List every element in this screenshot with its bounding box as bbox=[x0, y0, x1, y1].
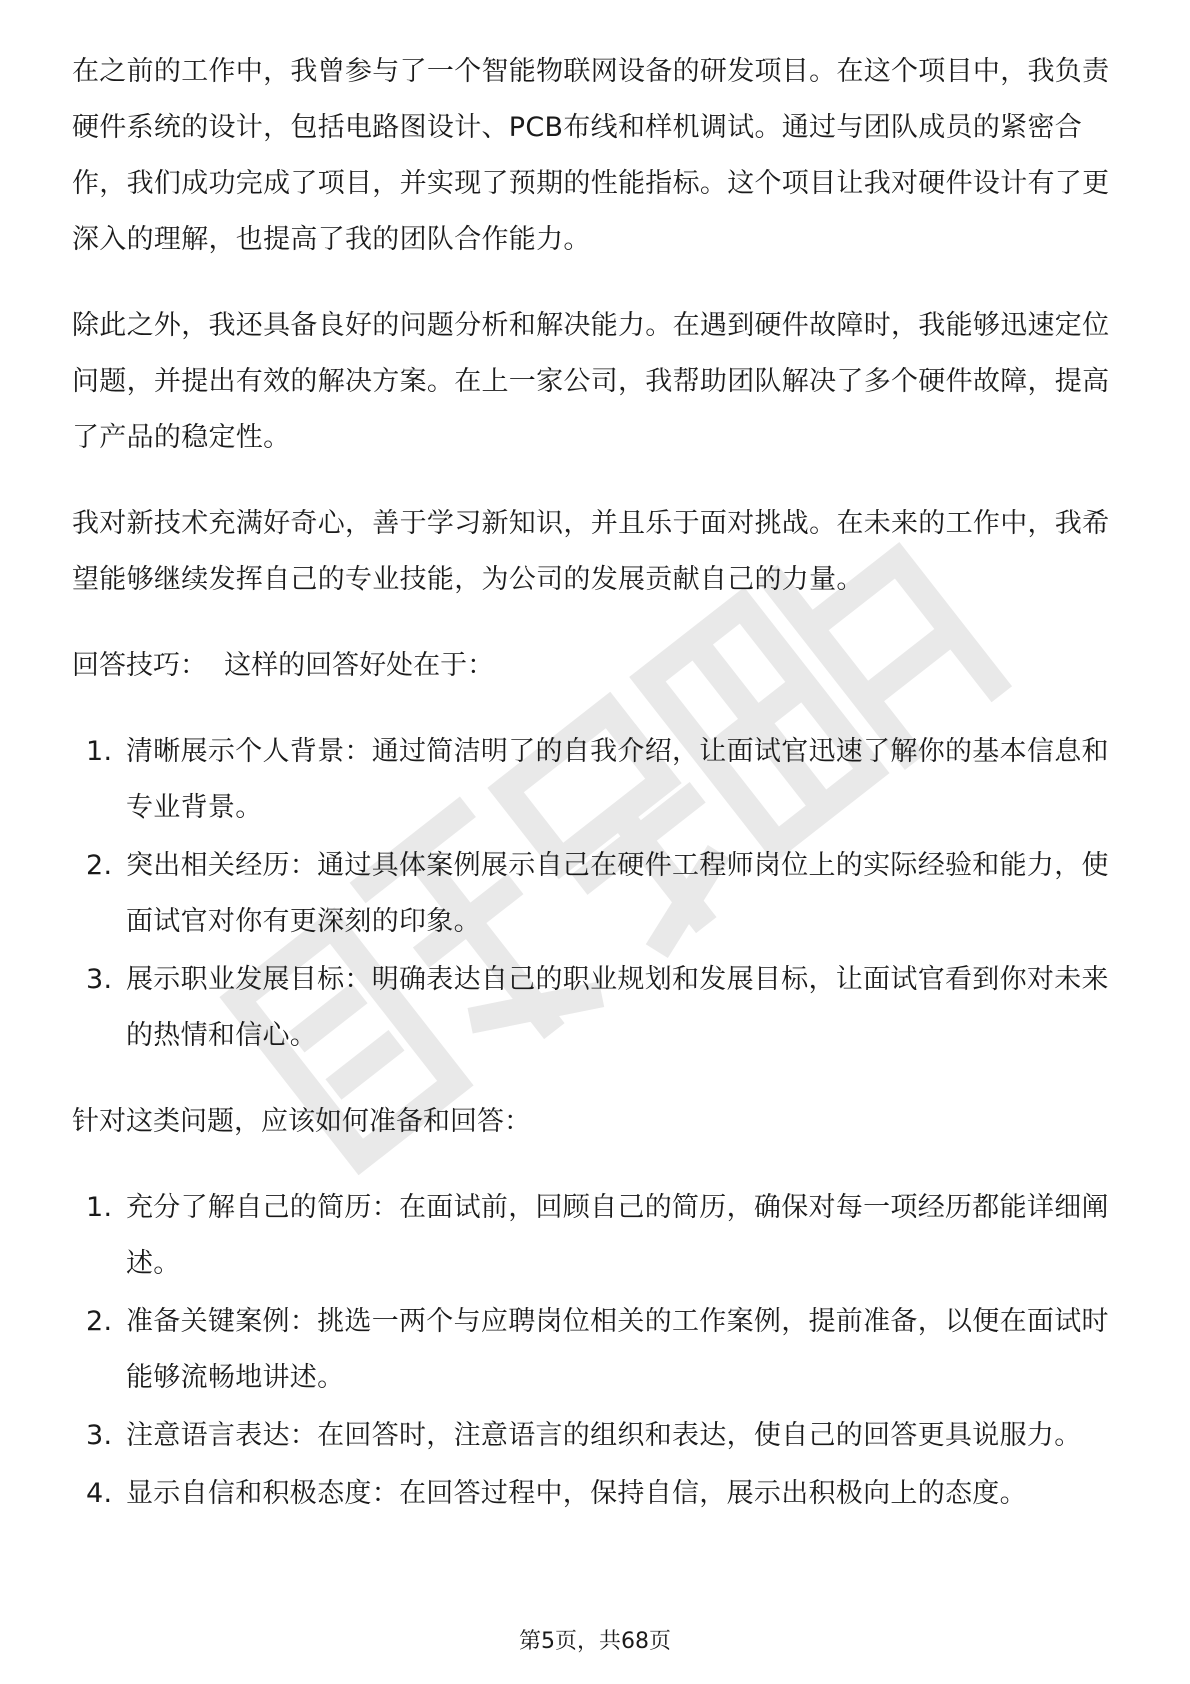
list-number: 4. bbox=[86, 1478, 113, 1509]
list-number: 3. bbox=[86, 1420, 113, 1451]
list-item bbox=[72, 1180, 1118, 1292]
tips-heading: 回答技巧： 这样的回答好处在于： bbox=[72, 650, 495, 681]
document-body bbox=[72, 44, 1118, 1552]
paragraph-learning-attitude: 我对新技术充满好奇心，善于学习新知识，并且乐于面对挑战。在未来的工作中，我希望能够继续发挥自己的专业技能，为公司的发展贡献自己的力量。 bbox=[72, 508, 1110, 595]
list-item bbox=[72, 952, 1118, 1064]
list-text: 突出相关经历：通过具体案例展示自己在硬件工程师岗位上的实际经验和能力，使面试官对你有更深刻的印象。 bbox=[126, 850, 1109, 937]
list-text: 展示职业发展目标：明确表达自己的职业规划和发展目标，让面试官看到你对未来的热情和信心。 bbox=[126, 964, 1109, 1051]
list-item bbox=[72, 724, 1118, 836]
list-number: 1. bbox=[86, 736, 113, 767]
tips-list bbox=[72, 724, 1118, 1064]
list-item bbox=[72, 1408, 1118, 1464]
page-footer: 第5页，共68页 bbox=[519, 1629, 671, 1654]
list-text: 显示自信和积极态度：在回答过程中，保持自信，展示出积极向上的态度。 bbox=[126, 1478, 1027, 1509]
list-text: 充分了解自己的简历：在面试前，回顾自己的简历，确保对每一项经历都能详细阐述。 bbox=[126, 1192, 1109, 1279]
list-text: 清晰展示个人背景：通过简洁明了的自我介绍，让面试官迅速了解你的基本信息和专业背景。 bbox=[126, 736, 1109, 823]
list-text: 注意语言表达：在回答时，注意语言的组织和表达，使自己的回答更具说服力。 bbox=[126, 1420, 1082, 1451]
prepare-heading: 针对这类问题，应该如何准备和回答： bbox=[72, 1106, 531, 1137]
list-number: 1. bbox=[86, 1192, 113, 1223]
list-item bbox=[72, 1466, 1118, 1522]
list-number: 2. bbox=[86, 1306, 113, 1337]
list-text: 准备关键案例：挑选一两个与应聘岗位相关的工作案例，提前准备，以便在面试时能够流畅地讲述。 bbox=[126, 1306, 1109, 1393]
paragraph-problem-solving: 除此之外，我还具备良好的问题分析和解决能力。在遇到硬件故障时，我能够迅速定位问题，并提出有效的解决方案。在上一家公司，我帮助团队解决了多个硬件故障，提高了产品的稳定性。 bbox=[72, 310, 1110, 453]
list-number: 3. bbox=[86, 964, 113, 995]
list-item bbox=[72, 838, 1118, 950]
prepare-list bbox=[72, 1180, 1118, 1522]
paragraph-project-experience: 在之前的工作中，我曾参与了一个智能物联网设备的研发项目。在这个项目中，我负责硬件系统的设计，包括电路图设计、PCB布线和样机调试。通过与团队成员的紧密合作，我们成功完成了项目，并实现了预期的性能指标。这个项目让我对硬件设计有了更深入的理解，也提高了我的团队合作能力。 bbox=[72, 56, 1110, 255]
list-item bbox=[72, 1294, 1118, 1406]
list-number: 2. bbox=[86, 850, 113, 881]
